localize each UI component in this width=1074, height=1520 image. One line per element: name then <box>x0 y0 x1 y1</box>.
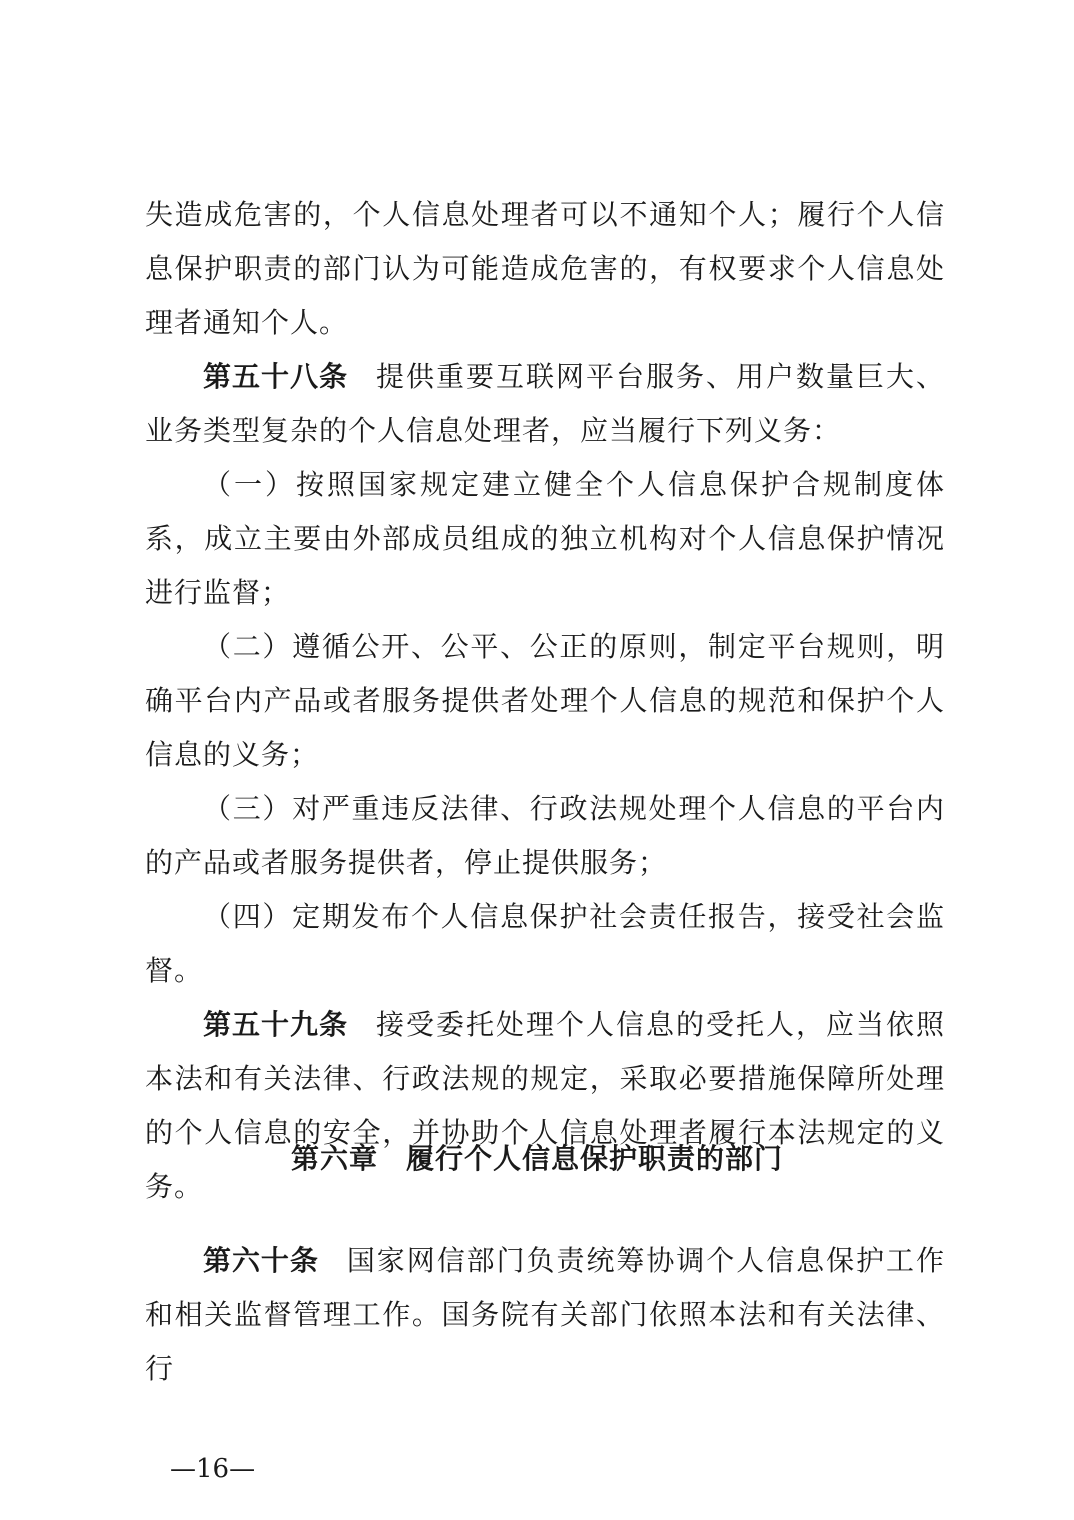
list-item-4 <box>145 890 945 998</box>
article-60-label: 第六十条 <box>203 1244 319 1277</box>
list-item-text: （一）按照国家规定建立健全个人信息保护合规制度体系，成立主要由外部成员组成的独立机构对个人信息保护情况进行监督； <box>145 468 945 609</box>
article-60-paragraph <box>145 1234 945 1396</box>
article-58-text: 提供重要互联网平台服务、用户数量巨大、业务类型复杂的个人信息处理者，应当履行下列义务： <box>145 360 945 447</box>
paragraph-text: 失造成危害的，个人信息处理者可以不通知个人；履行个人信息保护职责的部门认为可能造成危害的，有权要求个人信息处理者通知个人。 <box>145 198 945 339</box>
page-number: —16— <box>170 1454 256 1484</box>
list-item-text: （四）定期发布个人信息保护社会责任报告，接受社会监督。 <box>145 900 945 987</box>
article-59-text: 接受委托处理个人信息的受托人，应当依照本法和有关法律、行政法规的规定，采取必要措施保障所处理的个人信息的安全，并协助个人信息处理者履行本法规定的义务。 <box>145 1008 945 1203</box>
article-59-label: 第五十九条 <box>203 1008 348 1041</box>
paragraph-continuation <box>145 188 945 350</box>
body-text-lower <box>145 1234 945 1396</box>
article-58-label: 第五十八条 <box>203 360 348 393</box>
body-text-upper <box>145 188 945 1214</box>
chapter-number: 第六章 <box>290 1142 378 1175</box>
chapter-heading <box>0 1132 1074 1186</box>
article-60-text: 国家网信部门负责统筹协调个人信息保护工作和相关监督管理工作。国务院有关部门依照本法和有关法律、行 <box>145 1244 945 1385</box>
list-item-1 <box>145 458 945 620</box>
list-item-3 <box>145 782 945 890</box>
list-item-text: （三）对严重违反法律、行政法规处理个人信息的平台内的产品或者服务提供者，停止提供服务； <box>145 792 945 879</box>
article-58-paragraph <box>145 350 945 458</box>
list-item-text: （二）遵循公开、公平、公正的原则，制定平台规则，明确平台内产品或者服务提供者处理个人信息的规范和保护个人信息的义务； <box>145 630 945 771</box>
chapter-title: 履行个人信息保护职责的部门 <box>406 1142 784 1175</box>
list-item-2 <box>145 620 945 782</box>
